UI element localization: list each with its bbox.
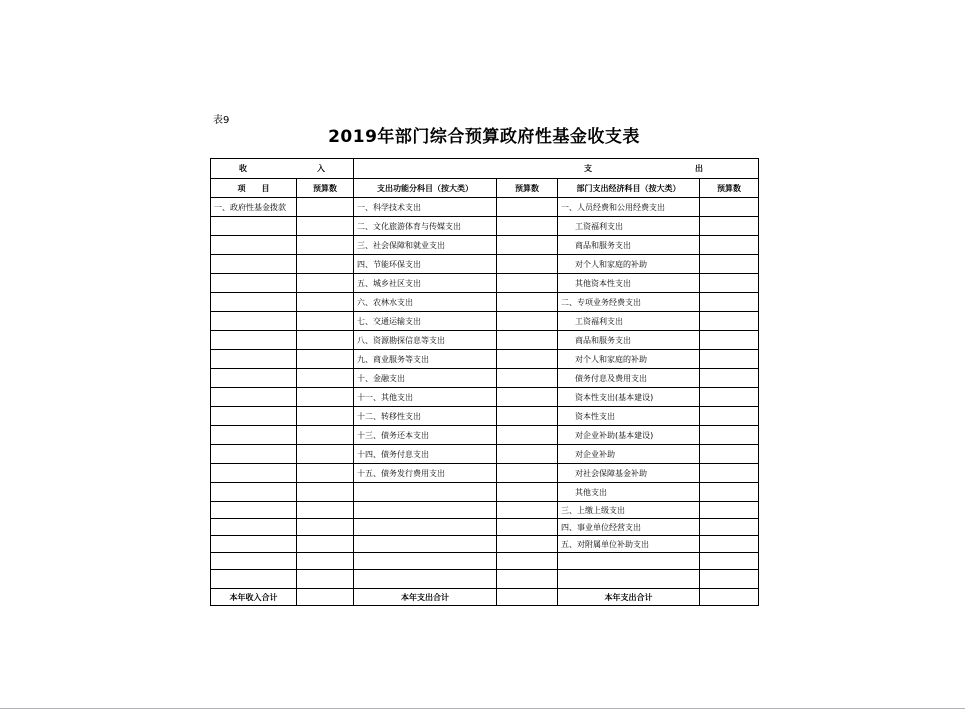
table-row xyxy=(211,274,759,293)
function-item-cell: 十三、债务还本支出 xyxy=(354,426,497,445)
economic-budget-cell xyxy=(700,331,759,350)
function-budget-cell xyxy=(497,331,558,350)
economic-budget-cell xyxy=(700,570,759,589)
page-title: 2019年部门综合预算政府性基金收支表 xyxy=(328,127,640,147)
economic-item-cell: 其他资本性支出 xyxy=(558,274,700,293)
economic-budget-cell xyxy=(700,445,759,464)
economic-item-cell: 一、人员经费和公用经费支出 xyxy=(558,198,700,217)
income-item-cell xyxy=(211,426,297,445)
function-budget-cell xyxy=(497,293,558,312)
income-item-cell xyxy=(211,236,297,255)
table-row xyxy=(211,426,759,445)
economic-total-label: 本年支出合计 xyxy=(558,589,700,606)
income-budget-cell xyxy=(297,312,354,331)
function-item-cell xyxy=(354,536,497,553)
function-item-cell: 八、资源勘探信息等支出 xyxy=(354,331,497,350)
table-row xyxy=(211,293,759,312)
economic-budget-cell xyxy=(700,198,759,217)
function-item-cell: 四、节能环保支出 xyxy=(354,255,497,274)
table-row xyxy=(211,350,759,369)
function-item-cell: 六、农林水支出 xyxy=(354,293,497,312)
income-header: 收 入 xyxy=(211,159,354,179)
col-economic-header: 部门支出经济科目（按大类） xyxy=(558,179,700,198)
income-total-label: 本年收入合计 xyxy=(211,589,297,606)
economic-item-cell: 工资福利支出 xyxy=(558,217,700,236)
income-item-cell xyxy=(211,388,297,407)
expense-header: 支 出 xyxy=(354,159,759,179)
function-item-cell: 七、交通运输支出 xyxy=(354,312,497,331)
economic-item-cell: 工资福利支出 xyxy=(558,312,700,331)
function-total-value xyxy=(497,589,558,606)
function-total-label: 本年支出合计 xyxy=(354,589,497,606)
economic-item-cell xyxy=(558,570,700,589)
economic-item-cell: 四、事业单位经营支出 xyxy=(558,519,700,536)
function-budget-cell xyxy=(497,570,558,589)
income-budget-cell xyxy=(297,445,354,464)
header-row-2 xyxy=(211,179,759,198)
function-budget-cell xyxy=(497,388,558,407)
function-budget-cell xyxy=(497,502,558,519)
economic-budget-cell xyxy=(700,519,759,536)
table-row xyxy=(211,369,759,388)
totals-row xyxy=(211,589,759,606)
function-item-cell: 十五、债务发行费用支出 xyxy=(354,464,497,483)
economic-item-cell: 其他支出 xyxy=(558,483,700,502)
col-budget-header: 预算数 xyxy=(297,179,354,198)
table-row xyxy=(211,502,759,519)
col-function-header: 支出功能分科目（按大类） xyxy=(354,179,497,198)
function-item-cell xyxy=(354,502,497,519)
economic-budget-cell xyxy=(700,407,759,426)
function-budget-cell xyxy=(497,312,558,331)
function-item-cell xyxy=(354,483,497,502)
economic-budget-cell xyxy=(700,464,759,483)
function-item-cell: 二、文化旅游体育与传媒支出 xyxy=(354,217,497,236)
function-item-cell: 十、金融支出 xyxy=(354,369,497,388)
economic-total-value xyxy=(700,589,759,606)
table-row xyxy=(211,553,759,570)
income-budget-cell xyxy=(297,198,354,217)
income-budget-cell xyxy=(297,553,354,570)
table-row xyxy=(211,519,759,536)
table-row xyxy=(211,331,759,350)
table-number-label: 表9 xyxy=(213,115,230,126)
income-budget-cell xyxy=(297,388,354,407)
economic-item-cell: 商品和服务支出 xyxy=(558,331,700,350)
table-row xyxy=(211,483,759,502)
income-item-cell xyxy=(211,274,297,293)
function-budget-cell xyxy=(497,274,558,293)
col-budget-header: 预算数 xyxy=(700,179,759,198)
income-budget-cell xyxy=(297,519,354,536)
economic-item-cell: 二、专项业务经费支出 xyxy=(558,293,700,312)
income-budget-cell xyxy=(297,536,354,553)
income-budget-cell xyxy=(297,483,354,502)
income-item-cell xyxy=(211,331,297,350)
income-item-cell: 一、政府性基金拨款 xyxy=(211,198,297,217)
table-row xyxy=(211,217,759,236)
economic-item-cell: 三、上缴上级支出 xyxy=(558,502,700,519)
table-row xyxy=(211,407,759,426)
income-total-value xyxy=(297,589,354,606)
income-budget-cell xyxy=(297,331,354,350)
budget-table xyxy=(210,158,759,606)
income-item-cell xyxy=(211,293,297,312)
col-item-header: 项 目 xyxy=(211,179,297,198)
income-budget-cell xyxy=(297,369,354,388)
economic-budget-cell xyxy=(700,293,759,312)
function-budget-cell xyxy=(497,445,558,464)
income-item-cell xyxy=(211,483,297,502)
income-item-cell xyxy=(211,536,297,553)
function-item-cell: 十四、债务付息支出 xyxy=(354,445,497,464)
function-budget-cell xyxy=(497,483,558,502)
income-budget-cell xyxy=(297,502,354,519)
income-item-cell xyxy=(211,553,297,570)
economic-item-cell: 对社会保障基金补助 xyxy=(558,464,700,483)
economic-budget-cell xyxy=(700,426,759,445)
income-budget-cell xyxy=(297,426,354,445)
economic-budget-cell xyxy=(700,236,759,255)
economic-budget-cell xyxy=(700,483,759,502)
table-row xyxy=(211,236,759,255)
economic-budget-cell xyxy=(700,255,759,274)
table-row xyxy=(211,536,759,553)
function-item-cell xyxy=(354,519,497,536)
economic-item-cell: 商品和服务支出 xyxy=(558,236,700,255)
function-budget-cell xyxy=(497,369,558,388)
income-budget-cell xyxy=(297,217,354,236)
income-budget-cell xyxy=(297,464,354,483)
economic-budget-cell xyxy=(700,312,759,331)
table-row xyxy=(211,445,759,464)
function-budget-cell xyxy=(497,536,558,553)
economic-budget-cell xyxy=(700,350,759,369)
function-budget-cell xyxy=(497,464,558,483)
function-budget-cell xyxy=(497,198,558,217)
economic-item-cell: 对企业补助(基本建设) xyxy=(558,426,700,445)
header-row-1 xyxy=(211,159,759,179)
income-item-cell xyxy=(211,570,297,589)
table-row xyxy=(211,255,759,274)
economic-item-cell: 债务付息及费用支出 xyxy=(558,369,700,388)
income-budget-cell xyxy=(297,236,354,255)
economic-item-cell: 资本性支出 xyxy=(558,407,700,426)
income-item-cell xyxy=(211,464,297,483)
function-item-cell xyxy=(354,553,497,570)
economic-item-cell: 资本性支出(基本建设) xyxy=(558,388,700,407)
income-item-cell xyxy=(211,369,297,388)
income-budget-cell xyxy=(297,407,354,426)
function-item-cell: 九、商业服务等支出 xyxy=(354,350,497,369)
income-budget-cell xyxy=(297,274,354,293)
economic-budget-cell xyxy=(700,536,759,553)
income-budget-cell xyxy=(297,255,354,274)
function-budget-cell xyxy=(497,255,558,274)
function-item-cell: 一、科学技术支出 xyxy=(354,198,497,217)
table-row xyxy=(211,570,759,589)
income-item-cell xyxy=(211,519,297,536)
function-budget-cell xyxy=(497,350,558,369)
income-item-cell xyxy=(211,217,297,236)
function-item-cell: 三、社会保障和就业支出 xyxy=(354,236,497,255)
income-item-cell xyxy=(211,502,297,519)
table-row xyxy=(211,464,759,483)
income-item-cell xyxy=(211,407,297,426)
economic-item-cell: 对企业补助 xyxy=(558,445,700,464)
economic-budget-cell xyxy=(700,502,759,519)
economic-item-cell: 对个人和家庭的补助 xyxy=(558,255,700,274)
function-budget-cell xyxy=(497,236,558,255)
income-item-cell xyxy=(211,350,297,369)
economic-budget-cell xyxy=(700,217,759,236)
function-budget-cell xyxy=(497,217,558,236)
income-budget-cell xyxy=(297,350,354,369)
table-row xyxy=(211,198,759,217)
economic-budget-cell xyxy=(700,369,759,388)
function-budget-cell xyxy=(497,519,558,536)
economic-budget-cell xyxy=(700,274,759,293)
income-item-cell xyxy=(211,255,297,274)
income-budget-cell xyxy=(297,570,354,589)
function-budget-cell xyxy=(497,553,558,570)
function-item-cell xyxy=(354,570,497,589)
col-budget-header: 预算数 xyxy=(497,179,558,198)
economic-item-cell xyxy=(558,553,700,570)
economic-item-cell: 对个人和家庭的补助 xyxy=(558,350,700,369)
economic-budget-cell xyxy=(700,388,759,407)
function-item-cell: 十二、转移性支出 xyxy=(354,407,497,426)
income-item-cell xyxy=(211,445,297,464)
function-budget-cell xyxy=(497,426,558,445)
economic-item-cell: 五、对附属单位补助支出 xyxy=(558,536,700,553)
function-item-cell: 五、城乡社区支出 xyxy=(354,274,497,293)
divider xyxy=(0,708,965,709)
table-row xyxy=(211,388,759,407)
income-item-cell xyxy=(211,312,297,331)
function-item-cell: 十一、其他支出 xyxy=(354,388,497,407)
table-row xyxy=(211,312,759,331)
income-budget-cell xyxy=(297,293,354,312)
economic-budget-cell xyxy=(700,553,759,570)
function-budget-cell xyxy=(497,407,558,426)
